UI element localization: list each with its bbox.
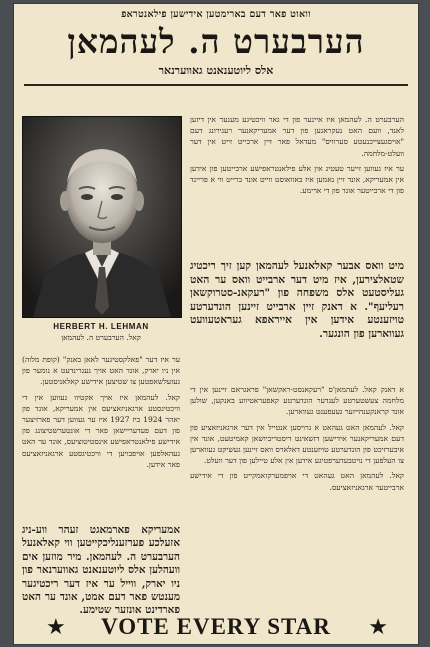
vote-slogan: VOTE EVERY STAR — [101, 614, 331, 639]
portrait-photo — [22, 116, 182, 318]
article-column-right-top — [190, 114, 404, 200]
kicker-line: וואוט פאר דעם בארימטען אידישען פילאנטראפ — [121, 9, 311, 20]
highlight-paragraph: מיט וואס אבער קאלאנעל לעהמאן קען זיך ריכטיג שטאלצירען, איז מיט דער ארבייט וואס ער האט געליסטעט אלס משפחה פון "רעקאנ-סטרוקשאן רעליעף". א דאנק זיין ארבייט זיינען הונדערטע טויזענטע אידען אין אייראפא געראטעוועט געווארען פון הונגער. — [190, 260, 404, 340]
page-title: הערבערט ה. לעהמאן — [67, 22, 365, 61]
star-icon: ★ — [368, 615, 388, 640]
subtitle: אלס ליוטענאנט גאווערנאר — [158, 64, 274, 77]
portrait-image — [23, 117, 181, 317]
paragraph: ער איז געווען זייער טעטיג אין אלע פילאנטראפישע ארבייטען פון אידען אין אמעריקא, אונד זיין נאמען איז באוואוסט ווייט אונד ברייט ווי א פריינד פון די ארבייטער אונד פון די ארימע. — [190, 163, 404, 196]
article-column-left-highlight — [22, 524, 180, 622]
article-column-right-bottom — [190, 384, 404, 497]
photo-caption-subtitle: קאל. הערבערט ה. לעהמאן — [61, 333, 141, 342]
paragraph: א דאנק קאל. לעהמאן'ס "רעקאנסט-ראקשאן" פראגראם זיינען אין די מלחמה צעשטערטע לענדער הונדערטע קאפעראטיווע באנקען, שולען אונד קראנקענהייזער געעפענט געווארען. — [190, 385, 404, 417]
campaign-flyer — [14, 4, 418, 644]
article-column-left — [22, 354, 180, 474]
paragraph: קאל. לעהמאן האט געהאט א גרויסען אנטייל אין דער ארגאניזאציע פון דעם אמעריקאנער אידישען דזשאינט דיסטריביושאן קאמיטעט, אונד אין איבערזיכט פון הונדערטע טויזענטע דאלארס וואס זיינען געשיקט געווארען צו העלפען די נויטבעדערפטיגע אידען אין אלע טיילען פון דער וועלט. — [190, 422, 404, 466]
highlight-paragraph: אמעריקא פארמאגט זעהר ווע-ניג אזעלכע פערזענליכקייטען ווי קאלאנעל הערבערט ה. לעהמאן. מיר מוזען אים וועהלען אלס ליוטענאנט גאווערנאר פון ניו יארק, ווייל ער איז דער ריכטיגער מענטש פאר דעם אמט, אונד ער האט פארדינט אונזער שטימע. — [22, 524, 180, 617]
header-divider — [24, 84, 408, 86]
article-column-right-highlight — [190, 260, 404, 346]
paragraph: קאל. לעהמאן האט געהאט די אויפמערקזאמקייט פון די אידישע ארבייטער ארגאניזאציעס. — [190, 471, 404, 492]
star-icon: ★ — [46, 615, 66, 640]
paragraph: הערבערט ה. לעהמאן איז איינער פון די גאר וויכטיגע מענער אין דיזען לאנד, וועם האט נעקראגען פון דער אמעריקאנער רעגירונג דעם "אויסגעצייכנעטע סערוויס" מעדאל פאר זיין ארבייט זייט אין דער וועלט-מלחמה. — [190, 115, 404, 158]
photo-caption-name: HERBERT H. LEHMAN — [53, 322, 149, 331]
paragraph: ער איז דער "פאלקסטיגער לאאן באנק" (קופת מלוה) אין ניו יארק, אונד האט אויך געגרינדעט א נומער פון געזעלשאפטען צו שטיצען אידישע קאלאניסטען. — [22, 355, 180, 387]
paragraph: קאל. לעהמאן איז אויך אקטיוו געווען אין די וויכטיגסטע ארגאניזאציעס אין אמעריקא, אונד פון יאהר 1924 ביז 1927 איז ער געווען דער פארזיצער פון דעם פעדעריישאן פאר די אונטערשטיצונג פון אידישע פילאנטראפישע אינסטיטוציעס, אונד ער האט געהאלפען אויפבויען די וויכטיגסטע ארגאניזאציעס פאר אידען. — [22, 392, 180, 469]
